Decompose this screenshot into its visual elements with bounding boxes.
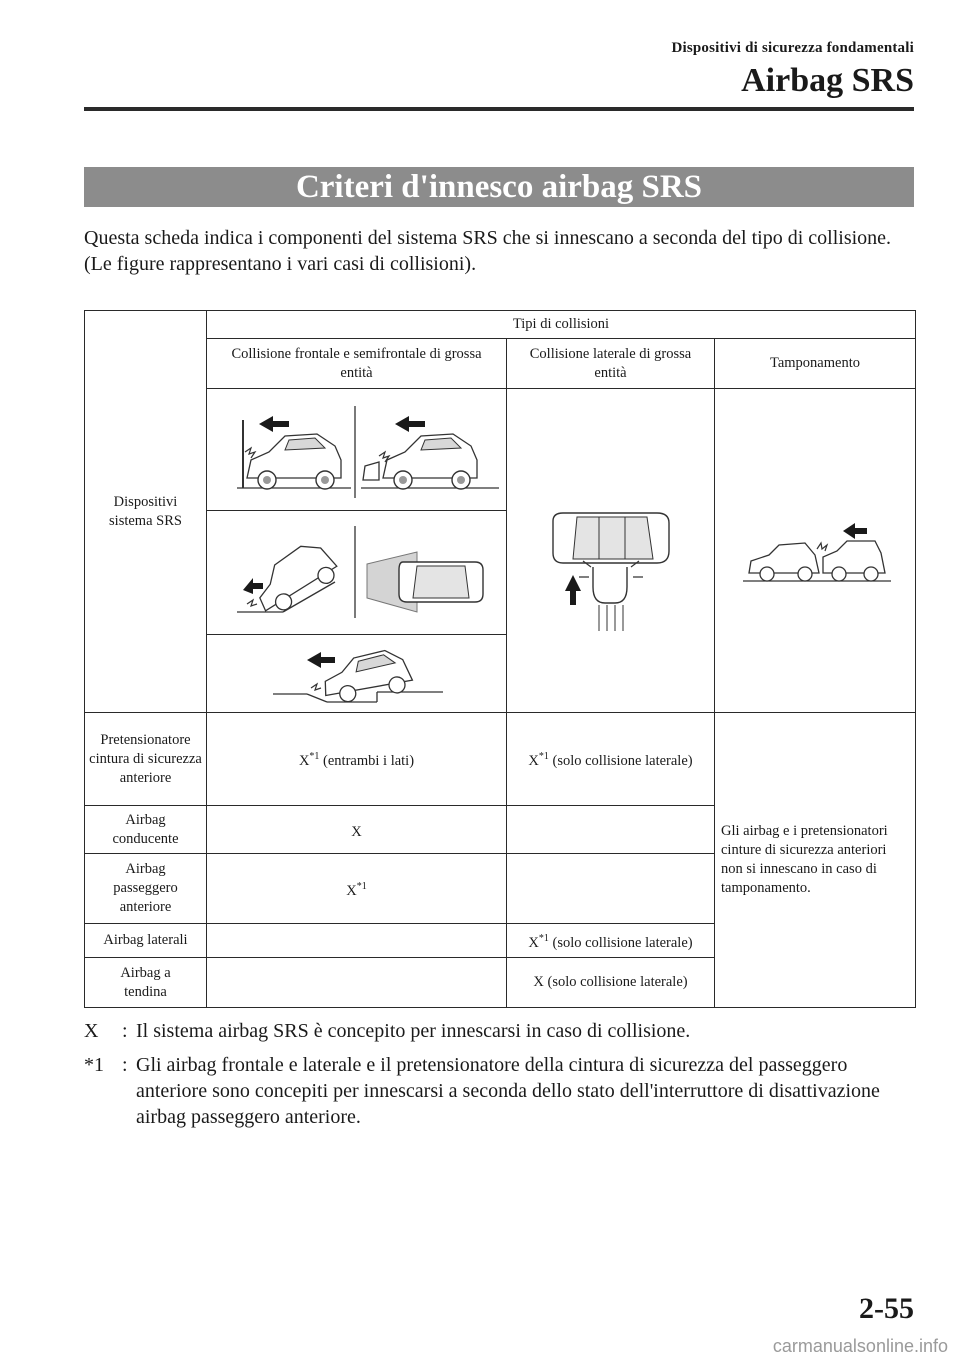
- lateral-cell-driver-airbag: [507, 806, 715, 854]
- row-header-devices: Dispositivi sistema SRS: [85, 311, 207, 713]
- lateral-cell-passenger-airbag: [507, 854, 715, 924]
- footnotes: [84, 1018, 914, 1138]
- footnote-key: *1: [84, 1054, 104, 1076]
- frontal-cell-side-airbags: [207, 924, 507, 958]
- section-header: Dispositivi di sicurezza fondamentali: [671, 40, 914, 56]
- lateral-cell-side-airbags: $X^{*1}$ (solo collisione laterale): [507, 924, 715, 958]
- device-cell-curtain-airbags: Airbag a tendina: [85, 958, 207, 1008]
- lateral-cell-curtain-airbags: X (solo collisione laterale): [507, 958, 715, 1008]
- section-banner: Criteri d'innesco airbag SRS: [84, 167, 914, 207]
- column-header-lateral: Collisione laterale di grossa entità: [507, 339, 715, 389]
- watermark: carmanualsonline.info: [772, 1336, 948, 1356]
- group-header-collision-types: Tipi di collisioni: [207, 311, 916, 339]
- page-number: 2-55: [859, 1292, 914, 1325]
- srs-criteria-table: [84, 310, 916, 1008]
- frontal-cell-seatbelt-pretensioner: $X^{*1}$ (entrambi i lati): [207, 713, 507, 806]
- device-cell-seatbelt-pretensioner: Pretensionatore cintura di sicurezza anteriore: [85, 713, 207, 806]
- frontal-cell-curtain-airbags: [207, 958, 507, 1008]
- column-header-rear: Tamponamento: [715, 339, 916, 389]
- device-cell-side-airbags: Airbag laterali: [85, 924, 207, 958]
- frontal-collision-illustration: [207, 389, 507, 511]
- footnote-key: X: [84, 1020, 99, 1042]
- column-header-frontal: Collisione frontale e semifrontale di grossa entità: [207, 339, 507, 389]
- device-cell-driver-airbag: Airbag conducente: [85, 806, 207, 854]
- rear-collision-illustration: [715, 389, 916, 713]
- footnote-x: X : Il sistema airbag SRS è concepito per innescarsi in caso di collisione.: [84, 1018, 914, 1044]
- side-collision-illustration: [507, 389, 715, 713]
- page-title: Airbag SRS: [741, 62, 914, 99]
- semifrontal-collision-illustration: [207, 511, 507, 635]
- device-cell-passenger-airbag: Airbag passeggero anteriore: [85, 854, 207, 924]
- footnote-text: Il sistema airbag SRS è concepito per innescarsi in caso di collisione.: [136, 1020, 691, 1042]
- rear-collision-note-cell: Gli airbag e i pretensionatori cinture di sicurezza anteriori non si innescano in caso di tamponamento.: [715, 713, 916, 1008]
- footnote-text: Gli airbag frontale e laterale e il pretensionatore della cintura di sicurezza del passeggero anteriore sono concepiti per innescarsi a seconda dello stato dell'interruttore di disattivazione airbag passeggero anteriore.: [136, 1054, 880, 1128]
- intro-line-1: Questa scheda indica i componenti del sistema SRS che si innescano a seconda del tipo di collisione.: [84, 227, 892, 249]
- frontal-cell-driver-airbag: X: [207, 806, 507, 854]
- underride-collision-illustration: [207, 635, 507, 713]
- intro-line-2: (Le figure rappresentano i vari casi di collisioni).: [84, 253, 477, 275]
- intro-text: [84, 225, 914, 277]
- footnote-star1: *1 : Gli airbag frontale e laterale e il pretensionatore della cintura di sicurezza del passeggero anteriore sono concepiti per innescarsi a seconda dello stato dell'interruttore di disattivazione airbag passeggero anteriore.: [84, 1052, 914, 1130]
- lateral-cell-seatbelt-pretensioner: $X^{*1}$ (solo collisione laterale): [507, 713, 715, 806]
- header-rule: [84, 107, 914, 111]
- frontal-cell-passenger-airbag: $X^{*1}$: [207, 854, 507, 924]
